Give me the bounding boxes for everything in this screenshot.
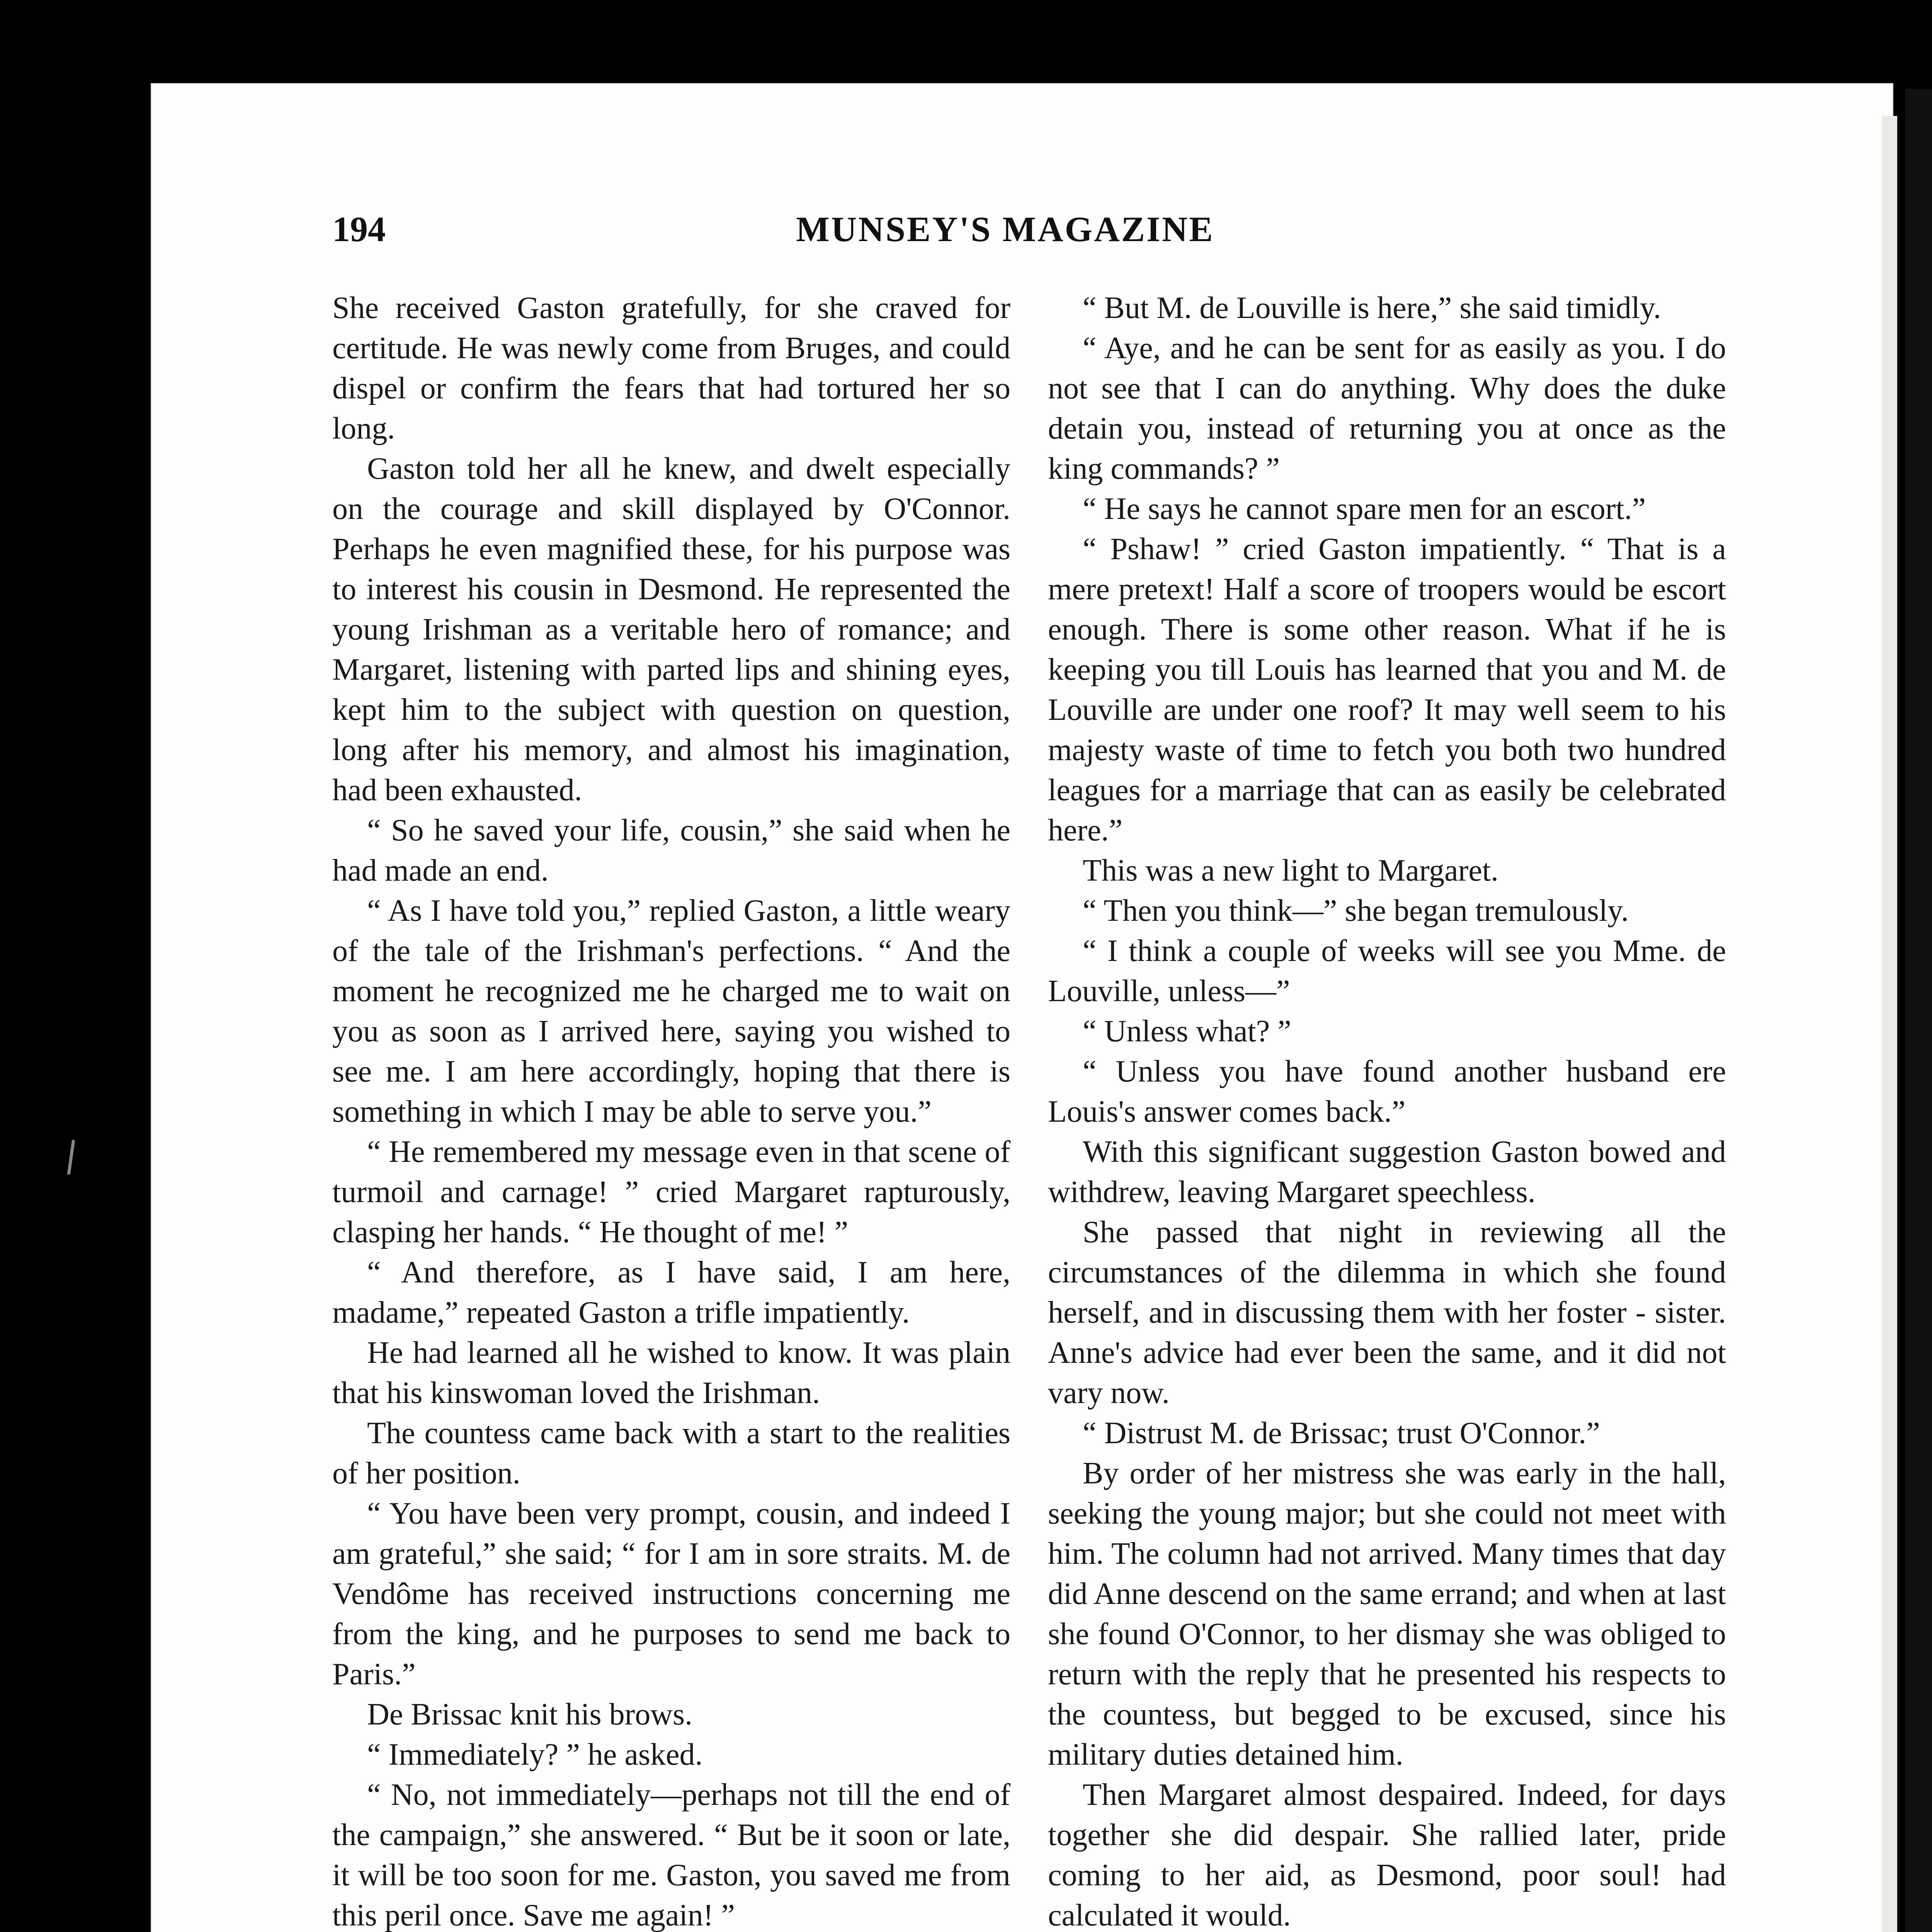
paragraph: She passed that night in reviewing all the circumstances of the dilemma in which she found herself, and in discussing them with her foster - sister. Anne's advice had ever been the same, and it did not vary now. [1048, 1215, 1726, 1410]
paragraph: With this significant suggestion Gaston bowed and withdrew, leaving Margaret speechless. [1048, 1135, 1726, 1209]
binding-edge [1905, 89, 1932, 1932]
paragraph: The countess came back with a start to the realities of her position. [332, 1416, 1010, 1490]
paragraph: “ He remembered my message even in that scene of turmoil and carnage! ” cried Margaret rapturously, clasping her hands. “ He thought of me! ” [332, 1135, 1010, 1249]
paragraph: De Brissac knit his brows. [367, 1697, 693, 1731]
paragraph: “ I think a couple of weeks will see you Mme. de Louville, unless—” [1048, 934, 1726, 1008]
paragraph: “ Pshaw! ” cried Gaston impatiently. “ That is a mere pretext! Half a score of troopers would be escort enough. There is some other reason. What if he is keeping you till Louis has learned that you and M. de Louville are under one roof? It may well seem to his majesty waste of time to fetch you both two hundred leagues for a marriage that can as easily be celebrated here.” [1048, 532, 1726, 847]
page-header [332, 209, 1298, 255]
paragraph: “ So he saved your life, cousin,” she said when he had made an end. [332, 813, 1010, 888]
paragraph: “ Unless you have found another husband ere Louis's answer comes back.” [1048, 1054, 1726, 1129]
paragraph: “ Then you think—” she began tremulously. [1083, 894, 1629, 928]
paragraph: She received Gaston gratefully, for she craved for certitude. He was newly come from Bruges, and could dispel or confirm the fears that had tortured her so long. [332, 291, 1010, 446]
paragraph: This was a new light to Margaret. [1083, 854, 1499, 888]
paragraph: “ As I have told you,” replied Gaston, a little weary of the tale of the Irishman's perfections. “ And the moment he recognized me he charged me to wait on you as soon as I arrived here, saying you wished to see me. I am here accordingly, hoping that there is something in which I may be able to serve you.” [332, 894, 1010, 1129]
page-number: 194 [332, 209, 386, 249]
paragraph: “ No, not immediately—perhaps not till the end of the campaign,” she answered. “ But be it soon or late, it will be too soon for me. Gaston, you saved me from this peril once. Save me again! ” [332, 1778, 1010, 1932]
paragraph: “ Aye, and he can be sent for as easily as you. I do not see that I can do anything. Why does the duke detain you, instead of returning you at once as the king commands? ” [1048, 331, 1726, 486]
facing-page-edge [1882, 116, 1897, 1932]
paragraph: “ And therefore, as I have said, I am here, madame,” repeated Gaston a trifle impatiently. [332, 1255, 1010, 1330]
paragraph: By order of her mistress she was early in the hall, seeking the young major; but she could not meet with him. The column had not arrived. Many times that day did Anne descend on the same errand; and when at last she found O'Connor, to her dismay she was obliged to return with the reply that he presented his respects to the countess, but begged to be excused, since his military duties detained him. [1048, 1456, 1726, 1772]
paragraph: “ You have been very prompt, cousin, and indeed I am grateful,” she said; “ for I am in sore straits. M. de Vendôme has received instructions concerning me from the king, and he purposes to send me back to Paris.” [332, 1497, 1010, 1691]
paragraph: “ But M. de Louville is here,” she said timidly. [1083, 291, 1661, 325]
running-title: MUNSEY'S MAGAZINE [796, 209, 1214, 249]
paragraph: Gaston told her all he knew, and dwelt especially on the courage and skill displayed by O'Connor. Perhaps he even magnified these, for his purpose was to interest his cousin in Desmond. He represented the young Irishman as a veritable hero of romance; and Margaret, listening with parted lips and shining eyes, kept him to the subject with question on question, long after his memory, and almost his imagination, had been exhausted. [332, 452, 1010, 807]
paragraph: Then Margaret almost despaired. Indeed, for days together she did despair. She rallied later, pride coming to her aid, as Desmond, poor soul! had calculated it would. [1048, 1778, 1726, 1932]
paragraph: “ Distrust M. de Brissac; trust O'Connor.” [1083, 1416, 1600, 1450]
right-text-column [1048, 288, 1726, 1932]
paragraph: He had learned all he wished to know. It was plain that his kinswoman loved the Irishman. [332, 1336, 1010, 1410]
paragraph: “ Unless what? ” [1083, 1014, 1291, 1048]
paragraph: “ Immediately? ” he asked. [367, 1738, 703, 1772]
left-text-column [332, 288, 1010, 1932]
paragraph: “ He says he cannot spare men for an escort.” [1083, 492, 1646, 526]
